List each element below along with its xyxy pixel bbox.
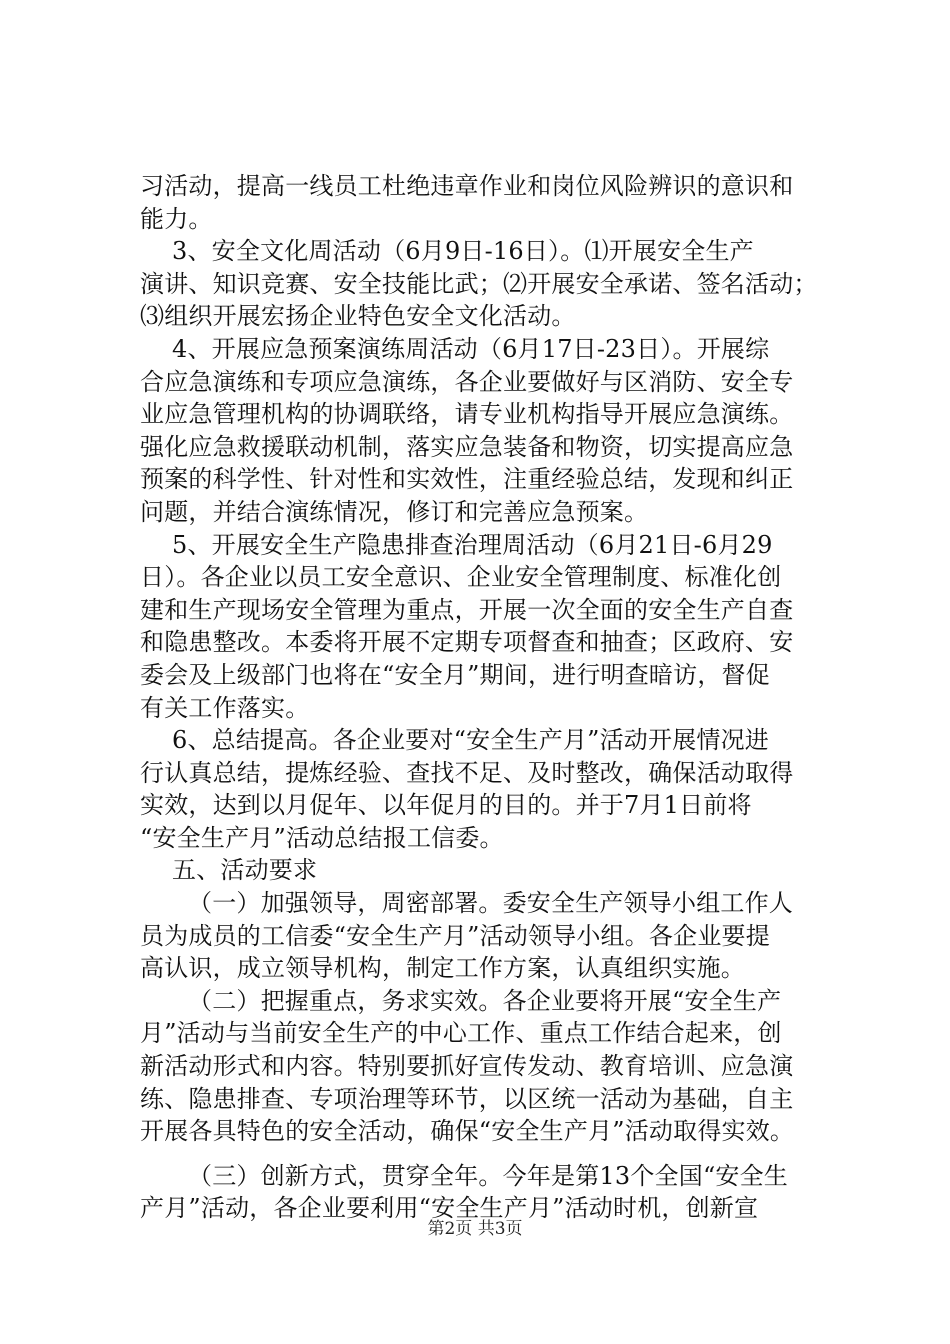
paragraph-line: 员为成员的工信委“安全生产月”活动领导小组。各企业要提 (140, 921, 770, 950)
paragraph-line: 日）。各企业以员工安全意识、企业安全管理制度、标准化创 (140, 563, 782, 592)
paragraph-line: 实效，达到以月促年、以年促月的目的。并于7月1日前将 (140, 791, 752, 820)
paragraph-line: 产月”活动，各企业要利用“安全生产月”活动时机，创新宣 (140, 1194, 759, 1223)
paragraph-line: 练、隐患排查、专项治理等环节，以区统一活动为基础，自主 (140, 1084, 794, 1113)
paragraph-line: 高认识，成立领导机构，制定工作方案，认真组织实施。 (140, 954, 745, 983)
paragraph-line: 月”活动与当前安全生产的中心工作、重点工作结合起来，创 (140, 1019, 782, 1048)
paragraph-line: 5、开展安全生产隐患排查治理周活动（6月21日-6月29 (172, 530, 773, 559)
paragraph-line: 和隐患整改。本委将开展不定期专项督查和抽查；区政府、安 (140, 628, 794, 657)
paragraph-line: 3、安全文化周活动（6月9日-16日）。⑴开展安全生产 (172, 237, 754, 266)
paragraph-line: 合应急演练和专项应急演练，各企业要做好与区消防、安全专 (140, 367, 794, 396)
paragraph-line: （一）加强领导，周密部署。委安全生产领导小组工作人 (188, 889, 793, 918)
paragraph-line: 习活动，提高一线员工杜绝违章作业和岗位风险辨识的意识和 (140, 172, 794, 200)
paragraph-line: 强化应急救援联动机制，落实应急装备和物资，切实提高应急 (140, 432, 794, 461)
paragraph-line: 新活动形式和内容。特别要抓好宣传发动、教育培训、应急演 (140, 1052, 794, 1081)
paragraph-line: 开展各具特色的安全活动，确保“安全生产月”活动取得实效。 (140, 1117, 795, 1146)
paragraph-line: 有关工作落实。 (140, 693, 310, 722)
paragraph-line: 建和生产现场安全管理为重点，开展一次全面的安全生产自查 (140, 595, 794, 624)
paragraph-line: 能力。 (140, 204, 213, 233)
paragraph-line: 6、总结提高。各企业要对“安全生产月”活动开展情况进 (172, 726, 770, 755)
paragraph-line: 4、开展应急预案演练周活动（6月17日-23日）。开展综 (172, 334, 770, 363)
page-footer: 第2页 共3页 (427, 1219, 523, 1239)
paragraph-line: 行认真总结，提炼经验、查找不足、及时整改，确保活动取得 (140, 758, 794, 787)
section-heading: 五、活动要求 (172, 856, 318, 885)
paragraph-line: 委会及上级部门也将在“安全月”期间，进行明查暗访，督促 (140, 660, 770, 689)
paragraph-gap (140, 1148, 840, 1160)
paragraph-line: “安全生产月”活动总结报工信委。 (140, 823, 504, 852)
paragraph-line: （三）创新方式，贯穿全年。今年是第13个全国“安全生 (188, 1161, 789, 1190)
paragraph-line: 问题，并结合演练情况，修订和完善应急预案。 (140, 497, 649, 526)
paragraph-line: 演讲、知识竞赛、安全技能比武；⑵开展安全承诺、签名活动； (140, 269, 818, 298)
document-body (140, 170, 840, 1225)
paragraph-line: ⑶组织开展宏扬企业特色安全文化活动。 (140, 302, 576, 331)
paragraph-line: （二）把握重点，务求实效。各企业要将开展“安全生产 (188, 986, 782, 1015)
paragraph-line: 预案的科学性、针对性和实效性，注重经验总结，发现和纠正 (140, 465, 794, 494)
paragraph-line: 业应急管理机构的协调联络，请专业机构指导开展应急演练。 (140, 400, 794, 429)
